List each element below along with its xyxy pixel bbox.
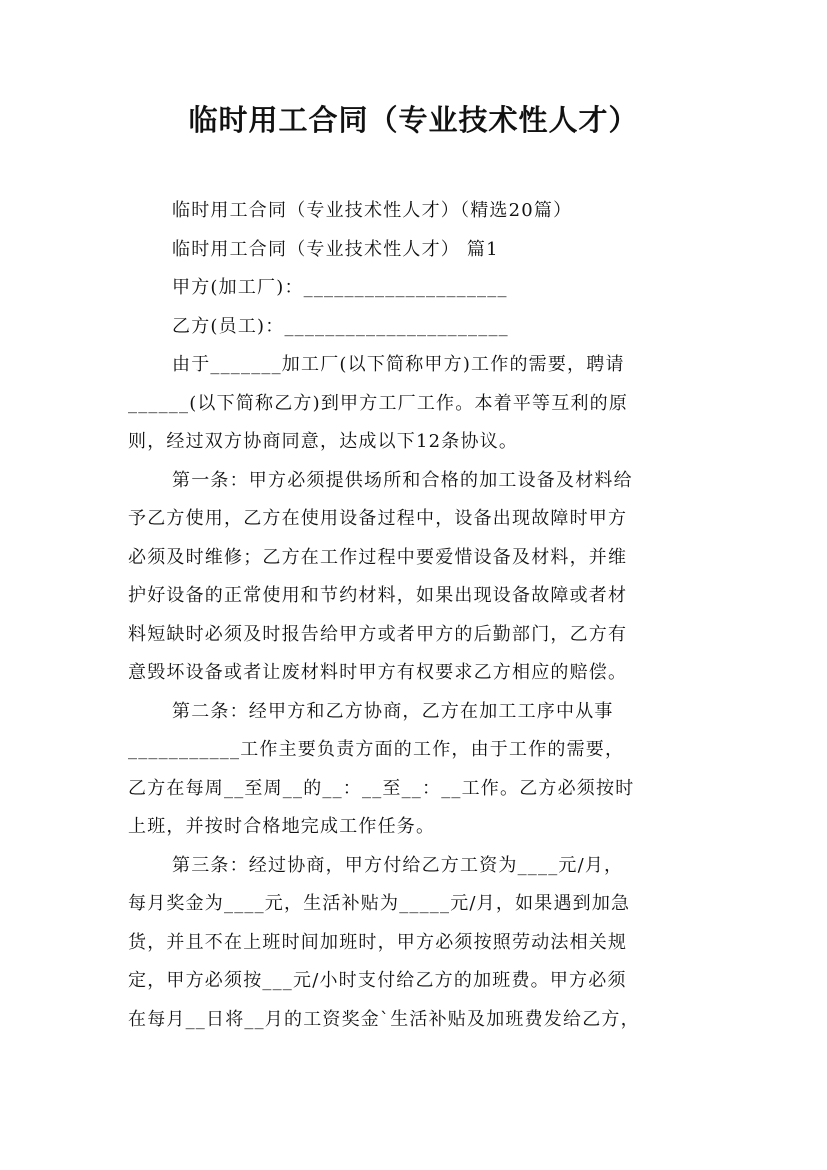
text-line: 第三条：经过协商，甲方付给乙方工资为____元/月，	[172, 854, 624, 876]
text-line: 临时用工合同（专业技术性人才）（精选20篇）	[172, 200, 573, 221]
text-line: 定，甲方必须按___元/小时支付给乙方的加班费。甲方必须	[128, 970, 627, 991]
text-line: ___________工作主要负责方面的工作，由于工作的需要，	[128, 739, 625, 760]
text-line: 料短缺时必须及时报告给甲方或者甲方的后勤部门，乙方有	[128, 623, 628, 645]
text-line: 必须及时维修；乙方在工作过程中要爱惜设备及材料，并维	[128, 546, 628, 568]
text-line: 第二条：经甲方和乙方协商，乙方在加工工序中从事	[172, 700, 614, 722]
text-line: 第一条：甲方必须提供场所和合格的加工设备及材料给	[172, 469, 633, 491]
text-line: 货，并且不在上班时间加班时，甲方必须按照劳动法相关规	[128, 931, 628, 953]
text-line: 乙方在每周__至周__的__：__至__：__工作。乙方必须按时	[128, 777, 635, 799]
text-line: 上班，并按时合格地完成工作任务。	[128, 816, 436, 837]
text-line: 护好设备的正常使用和节约材料，如果出现设备故障或者材	[128, 585, 628, 606]
text-line: 意毁坏设备或者让废材料时甲方有权要求乙方相应的赔偿。	[128, 662, 628, 683]
text-line: 每月奖金为____元，生活补贴为_____元/月，如果遇到加急	[128, 893, 631, 914]
text-line: 由于_______加工厂(以下简称甲方)工作的需要，聘请	[172, 354, 625, 375]
text-line: 在每月__日将__月的工资奖金`生活补贴及加班费发给乙方，	[128, 1008, 640, 1030]
text-line: 予乙方使用，乙方在使用设备过程中，设备出现故障时甲方	[128, 508, 628, 529]
text-line: 临时用工合同（专业技术性人才） 篇1	[172, 238, 499, 260]
document-body	[128, 192, 713, 1039]
text-line: 甲方(加工厂)：____________________	[172, 277, 508, 298]
document-title: 临时用工合同（专业技术性人才）	[188, 103, 639, 137]
text-line: 则，经过双方协商同意，达成以下12条协议。	[128, 431, 519, 452]
text-line: 乙方(员工)：______________________	[172, 315, 509, 337]
text-line: ______(以下简称乙方)到甲方工厂工作。本着平等互利的原	[128, 392, 629, 414]
